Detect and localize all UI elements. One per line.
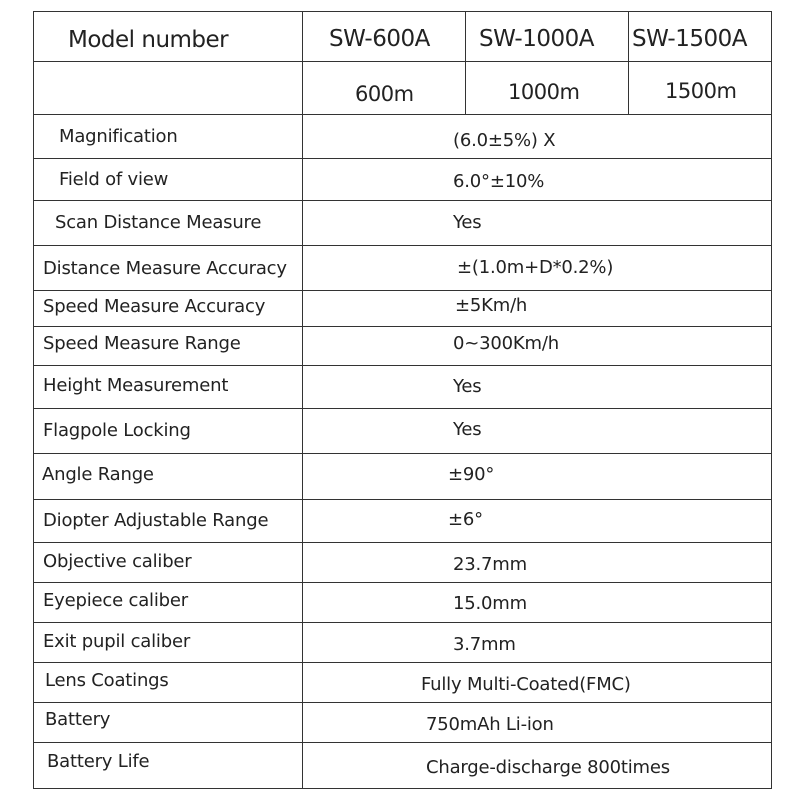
spec-label: Angle Range xyxy=(42,464,154,485)
spec-label: Magnification xyxy=(59,126,178,147)
row-divider xyxy=(33,702,772,703)
spec-value: ±5Km/h xyxy=(455,295,528,316)
model-name: SW-1500A xyxy=(632,26,747,52)
row-divider xyxy=(33,158,772,159)
spec-label: Battery Life xyxy=(47,751,150,772)
row-divider xyxy=(33,622,772,623)
spec-value: 6.0°±10% xyxy=(453,171,545,192)
row-divider xyxy=(33,453,772,454)
spec-label: Scan Distance Measure xyxy=(55,212,262,233)
spec-label: Speed Measure Range xyxy=(43,333,241,354)
row-divider xyxy=(33,365,772,366)
column-divider xyxy=(465,11,466,115)
spec-value: ±(1.0m+D*0.2%) xyxy=(457,257,614,278)
spec-value: Yes xyxy=(453,419,482,440)
row-divider xyxy=(33,290,772,291)
column-divider xyxy=(628,11,629,115)
spec-label: Diopter Adjustable Range xyxy=(43,510,269,531)
spec-label: Lens Coatings xyxy=(45,670,169,691)
spec-label: Objective caliber xyxy=(43,551,192,572)
model-number-label: Model number xyxy=(68,27,229,53)
spec-value: 0~300Km/h xyxy=(453,333,559,354)
row-divider xyxy=(33,61,772,62)
row-divider xyxy=(33,499,772,500)
row-divider xyxy=(33,582,772,583)
row-divider xyxy=(33,662,772,663)
spec-value: 15.0mm xyxy=(453,593,527,614)
model-range: 1000m xyxy=(508,80,580,104)
model-range: 600m xyxy=(355,82,414,106)
spec-value: 750mAh Li-ion xyxy=(426,714,554,735)
spec-label: Battery xyxy=(45,709,111,730)
spec-value: 3.7mm xyxy=(453,634,516,655)
column-divider xyxy=(302,114,303,789)
row-divider xyxy=(33,326,772,327)
spec-label: Exit pupil caliber xyxy=(43,631,191,652)
spec-value: Yes xyxy=(453,376,482,397)
spec-label: Eyepiece caliber xyxy=(43,590,188,611)
model-name: SW-600A xyxy=(329,26,430,52)
row-divider xyxy=(33,408,772,409)
spec-value: 23.7mm xyxy=(453,554,527,575)
spec-value: (6.0±5%) X xyxy=(453,130,556,151)
spec-label: Distance Measure Accuracy xyxy=(43,258,287,279)
spec-value: Yes xyxy=(453,212,482,233)
row-divider xyxy=(33,542,772,543)
spec-label: Height Measurement xyxy=(43,375,229,396)
spec-value: Fully Multi-Coated(FMC) xyxy=(421,674,631,695)
spec-label: Field of view xyxy=(59,169,169,190)
spec-value: ±6° xyxy=(448,509,483,530)
row-divider xyxy=(33,245,772,246)
row-divider xyxy=(33,200,772,201)
spec-value: Charge-discharge 800times xyxy=(426,757,670,778)
row-divider xyxy=(33,114,772,115)
model-name: SW-1000A xyxy=(479,26,594,52)
row-divider xyxy=(33,742,772,743)
spec-value: ±90° xyxy=(448,464,495,485)
spec-label: Flagpole Locking xyxy=(43,420,191,441)
model-range: 1500m xyxy=(665,79,737,103)
spec-label: Speed Measure Accuracy xyxy=(43,296,266,317)
column-divider xyxy=(302,11,303,115)
